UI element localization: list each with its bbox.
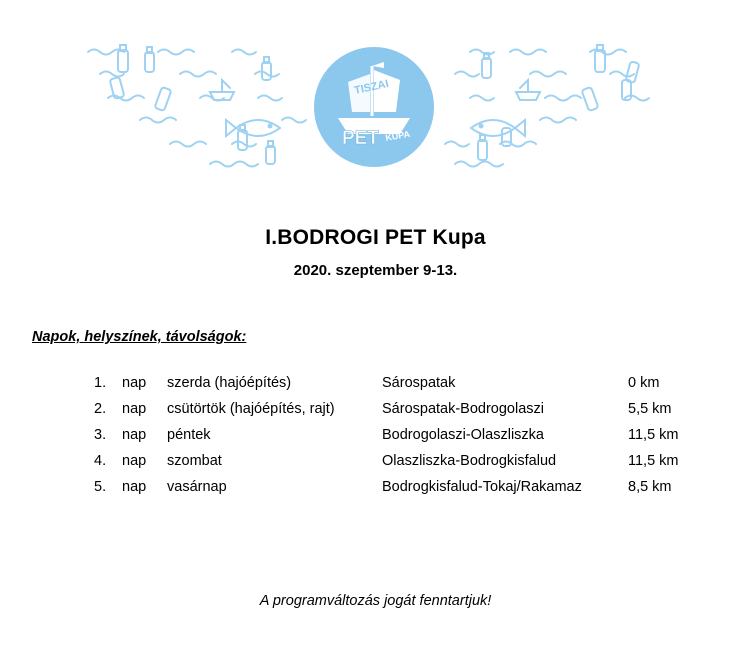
boat-icon-left bbox=[210, 80, 234, 100]
logo-top-text: TISZAI bbox=[353, 77, 390, 97]
distance: 0 km bbox=[628, 375, 660, 391]
day-name: péntek bbox=[167, 427, 211, 443]
schedule-row bbox=[0, 375, 751, 401]
distance: 11,5 km bbox=[628, 453, 679, 469]
logo-side-text: KUPA bbox=[384, 128, 411, 143]
pet-kupa-logo bbox=[314, 47, 434, 167]
day-name: szerda (hajóépítés) bbox=[167, 375, 292, 391]
location: Sárospatak-Bodrogolaszi bbox=[382, 401, 545, 417]
day-unit: nap bbox=[122, 479, 147, 495]
schedule-row bbox=[0, 427, 751, 453]
schedule-row bbox=[0, 479, 751, 505]
location: Sárospatak bbox=[382, 375, 456, 391]
location: Olaszliszka-Bodrogkisfalud bbox=[382, 453, 557, 469]
day-unit: nap bbox=[122, 375, 147, 391]
boat-icon-right bbox=[516, 80, 540, 100]
logo-main-text: PET bbox=[342, 128, 379, 149]
distance: 8,5 km bbox=[628, 479, 672, 495]
wave-pattern-right bbox=[445, 50, 649, 167]
day-unit: nap bbox=[122, 427, 147, 443]
document-title: I.BODROGI PET Kupa bbox=[265, 226, 486, 249]
header-banner bbox=[0, 0, 751, 200]
schedule-row bbox=[0, 453, 751, 479]
event-date: 2020. szeptember 9-13. bbox=[293, 262, 458, 279]
day-number: 5. bbox=[94, 479, 107, 495]
section-heading: Napok, helyszínek, távolságok: bbox=[32, 329, 247, 345]
day-unit: nap bbox=[122, 453, 147, 469]
day-number: 4. bbox=[94, 453, 107, 469]
fish-icon-right bbox=[471, 120, 525, 136]
day-number: 3. bbox=[94, 427, 107, 443]
day-number: 1. bbox=[94, 375, 107, 391]
day-number: 2. bbox=[94, 401, 107, 417]
distance: 5,5 km bbox=[628, 401, 672, 417]
day-name: szombat bbox=[167, 453, 222, 469]
day-name: csütörtök (hajóépítés, rajt) bbox=[167, 401, 335, 417]
wave-pattern-left bbox=[88, 50, 306, 167]
day-unit: nap bbox=[122, 401, 147, 417]
location: Bodrogkisfalud-Tokaj/Rakamaz bbox=[382, 479, 582, 495]
distance: 11,5 km bbox=[628, 427, 679, 443]
fish-icon-left bbox=[226, 120, 280, 136]
day-name: vasárnap bbox=[167, 479, 227, 495]
footer-note: A programváltozás jogát fenntartjuk! bbox=[259, 593, 492, 609]
schedule-row bbox=[0, 401, 751, 427]
location: Bodrogolaszi-Olaszliszka bbox=[382, 427, 544, 443]
